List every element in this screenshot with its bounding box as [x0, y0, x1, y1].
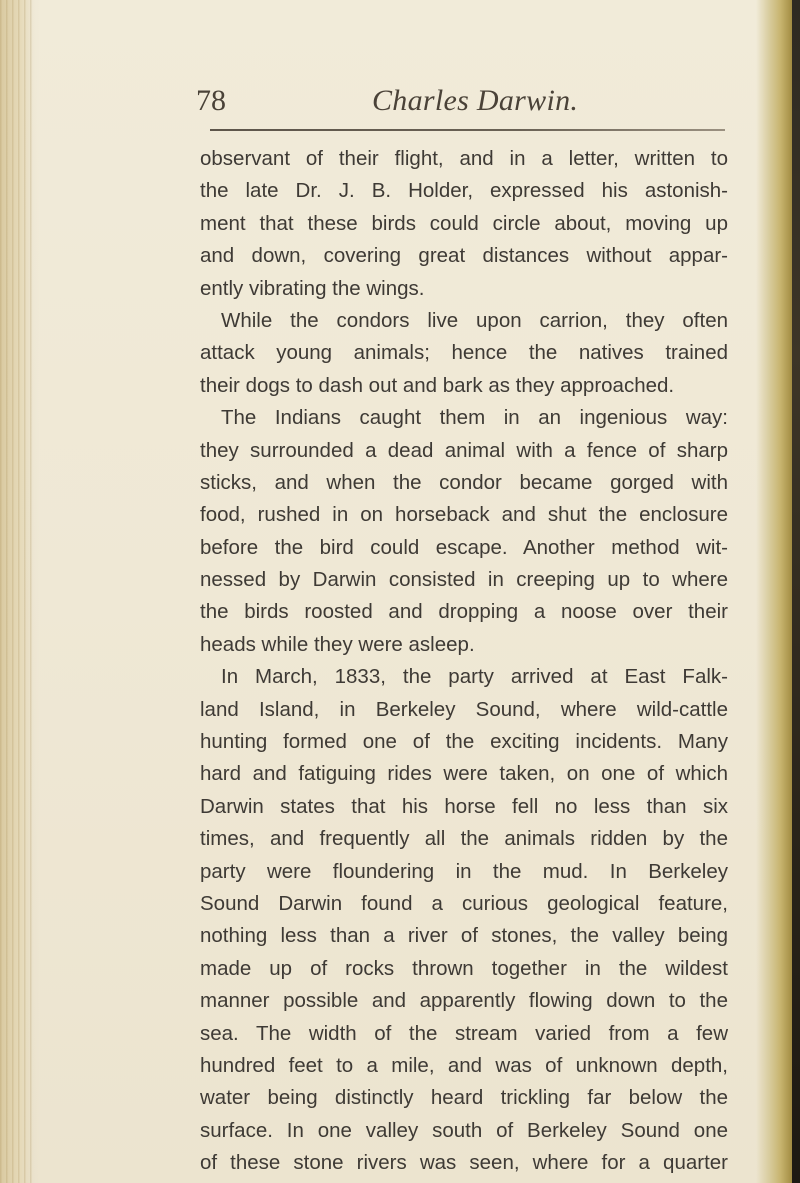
text-line: Darwin states that his horse fell no less than six: [200, 794, 728, 818]
body-text: [200, 143, 728, 1180]
page-number: 78: [196, 84, 226, 117]
text-line: they surrounded a dead animal with a fence of sharp: [200, 438, 728, 462]
text-line: before the bird could escape. Another method wit-: [200, 535, 728, 559]
text-line: The Indians caught them in an ingenious way:: [221, 406, 728, 430]
text-line: nothing less than a river of stones, the valley being: [200, 924, 728, 948]
text-line: manner possible and apparently flowing down to the: [200, 989, 728, 1013]
text-line: nessed by Darwin consisted in creeping up to where: [200, 568, 728, 592]
text-line: party were floundering in the mud. In Berkeley: [200, 859, 728, 883]
text-line: sea. The width of the stream varied from a few: [200, 1021, 728, 1045]
text-line: food, rushed in on horseback and shut the enclosure: [200, 503, 728, 527]
text-line: attack young animals; hence the natives trained: [200, 341, 728, 365]
text-line: While the condors live upon carrion, they often: [221, 308, 728, 332]
text-line: water being distinctly heard trickling far below the: [200, 1086, 728, 1110]
text-line: times, and frequently all the animals ridden by the: [200, 827, 728, 851]
text-line: ently vibrating the wings.: [200, 276, 425, 300]
text-line: and down, covering great distances without appar-: [200, 244, 728, 268]
text-line: Sound Darwin found a curious geological feature,: [200, 891, 728, 915]
text-line: observant of their flight, and in a letter, written to: [200, 147, 728, 170]
text-line: hard and fatiguing rides were taken, on one of which: [200, 762, 728, 786]
text-line: their dogs to dash out and bark as they approached.: [200, 373, 675, 397]
page-binding: [0, 0, 34, 1183]
text-line: ment that these birds could circle about, moving up: [200, 211, 728, 235]
text-line: the late Dr. J. B. Holder, expressed his astonish-: [200, 179, 728, 203]
text-line: hunting formed one of the exciting incidents. Many: [200, 730, 728, 754]
text-line: the birds roosted and dropping a noose over their: [200, 600, 728, 624]
text-line: In March, 1833, the party arrived at East Falk-: [221, 665, 728, 689]
text-line: sticks, and when the condor became gorged with: [200, 470, 728, 494]
header-rule: [210, 129, 725, 131]
text-line: heads while they were asleep.: [200, 632, 475, 656]
text-line: land Island, in Berkeley Sound, where wild-cattle: [200, 697, 728, 721]
running-head: Charles Darwin.: [372, 84, 579, 117]
text-line: surface. In one valley south of Berkeley Sound one: [200, 1118, 728, 1142]
text-line: of these stone rivers was seen, where for a quarter: [200, 1151, 728, 1175]
gilt-page-edge: [756, 0, 800, 1183]
page-header: [196, 84, 716, 124]
text-line: hundred feet to a mile, and was of unknown depth,: [200, 1053, 728, 1077]
text-line: made up of rocks thrown together in the wildest: [200, 956, 728, 980]
